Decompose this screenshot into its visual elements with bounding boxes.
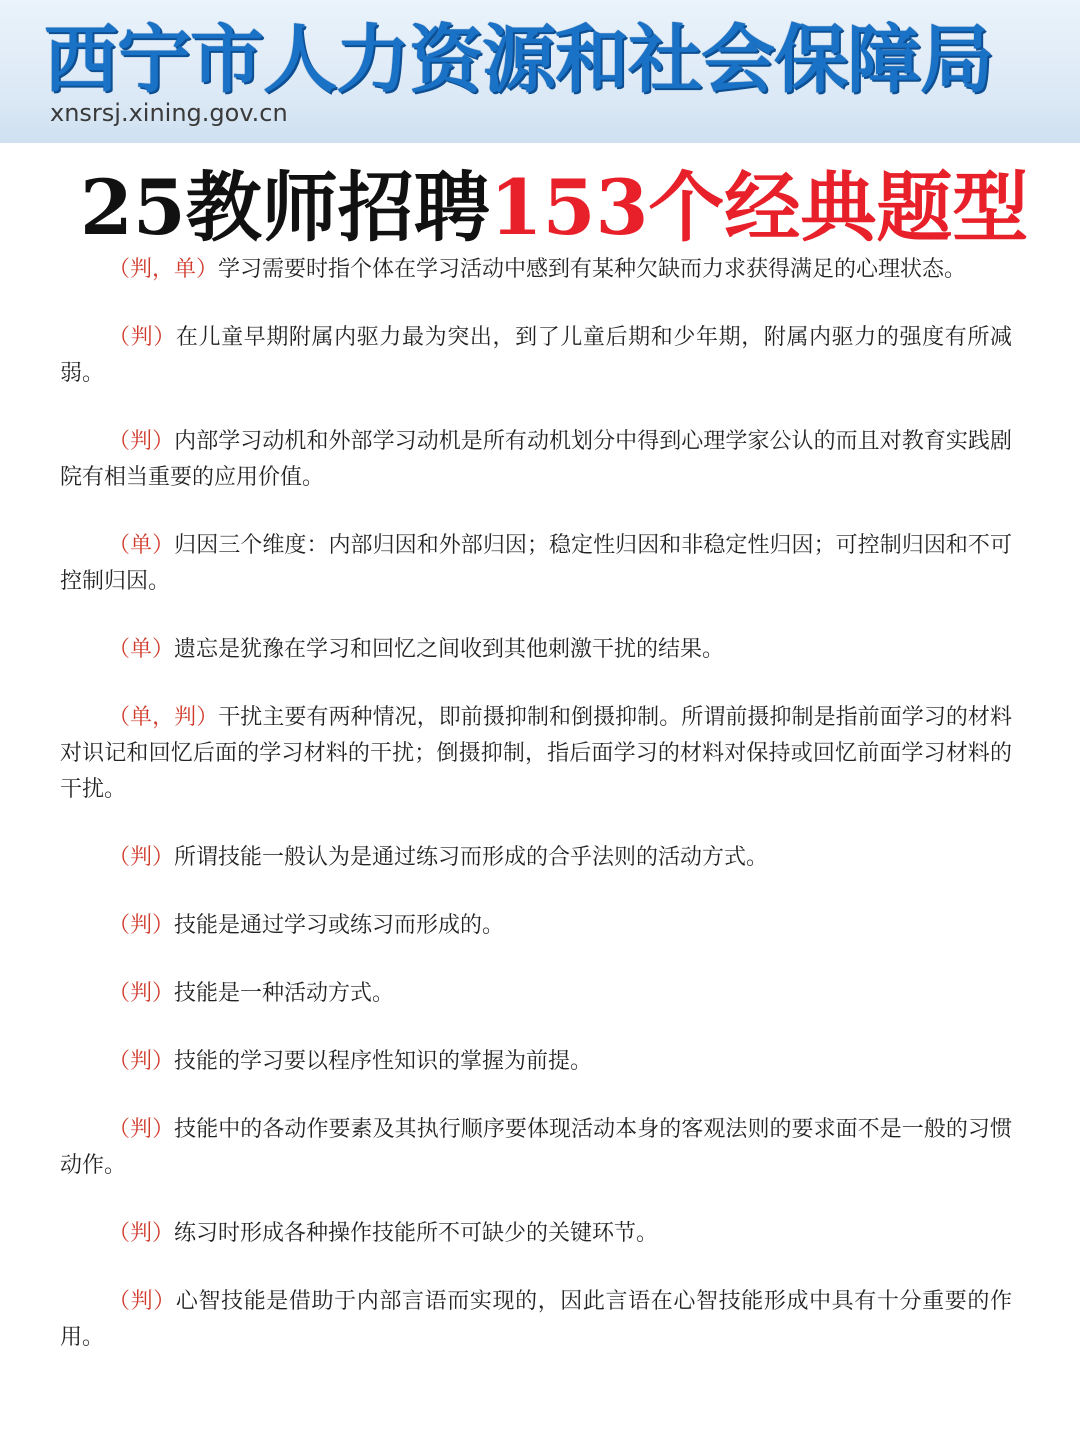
item-text: 所谓技能一般认为是通过练习而形成的合乎法则的活动方式。 (174, 845, 769, 870)
item-tag: （判） (108, 845, 175, 870)
page-title-part1: 25教师招聘 (80, 163, 490, 252)
item-text: 技能中的各动作要素及其执行顺序要体现活动本身的客观法则的要求面不是一般的习惯动作。 (60, 1117, 1012, 1178)
header-banner (0, 0, 1080, 143)
list-item (60, 424, 1012, 496)
list-item (60, 976, 1012, 1012)
list-item (60, 1044, 1012, 1080)
list-item (60, 1284, 1012, 1356)
item-tag: （单） (108, 533, 175, 558)
page-title (80, 160, 1028, 256)
list-item (60, 908, 1012, 944)
list-item (60, 1216, 1012, 1252)
item-text: 技能是一种活动方式。 (174, 981, 395, 1006)
list-item (60, 632, 1012, 668)
list-item (60, 528, 1012, 600)
item-text: 内部学习动机和外部学习动机是所有动机划分中得到心理学家公认的而且对教育实践剧院有相当重要的应用价值。 (60, 429, 1012, 490)
item-text: 归因三个维度：内部归因和外部归因；稳定性归因和非稳定性归因；可控制归因和不可控制归因。 (60, 533, 1012, 594)
item-text: 学习需要时指个体在学习活动中感到有某种欠缺而力求获得满足的心理状态。 (218, 257, 967, 282)
item-tag: （判） (108, 325, 176, 350)
item-text: 技能的学习要以程序性知识的掌握为前提。 (174, 1049, 593, 1074)
list-item (60, 1112, 1012, 1184)
item-text: 技能是通过学习或练习而形成的。 (174, 913, 505, 938)
item-tag: （判） (108, 981, 175, 1006)
item-text: 在儿童早期附属内驱力最为突出，到了儿童后期和少年期，附属内驱力的强度有所减弱。 (60, 325, 1012, 386)
item-tag: （判） (108, 1049, 175, 1074)
list-item (60, 840, 1012, 876)
item-tag: （判） (108, 913, 175, 938)
item-tag: （判，单） (108, 257, 219, 282)
item-tag: （单） (108, 637, 175, 662)
question-list (60, 252, 1012, 1388)
list-item (60, 700, 1012, 808)
item-text: 练习时形成各种操作技能所不可缺少的关键环节。 (174, 1221, 659, 1246)
page-title-part2: 153个经典题型 (489, 163, 1029, 252)
item-tag: （判） (108, 1117, 175, 1142)
list-item (60, 320, 1012, 392)
item-text: 干扰主要有两种情况，即前摄抑制和倒摄抑制。所谓前摄抑制是指前面学习的材料对识记和回忆后面的学习材料的干扰；倒摄抑制，指后面学习的材料对保持或回忆前面学习材料的干扰。 (60, 705, 1012, 802)
item-tag: （判） (108, 429, 175, 454)
banner-url: xnsrsj.xining.gov.cn (50, 99, 288, 127)
list-item (60, 252, 1012, 288)
banner-title: 西宁市人力资源和社会保障局 (44, 17, 993, 103)
item-tag: （判） (108, 1221, 175, 1246)
item-tag: （判） (108, 1289, 176, 1314)
item-text: 心智技能是借助于内部言语而实现的，因此言语在心智技能形成中具有十分重要的作用。 (60, 1289, 1012, 1350)
item-text: 遗忘是犹豫在学习和回忆之间收到其他刺激干扰的结果。 (174, 637, 725, 662)
item-tag: （单，判） (108, 705, 219, 730)
